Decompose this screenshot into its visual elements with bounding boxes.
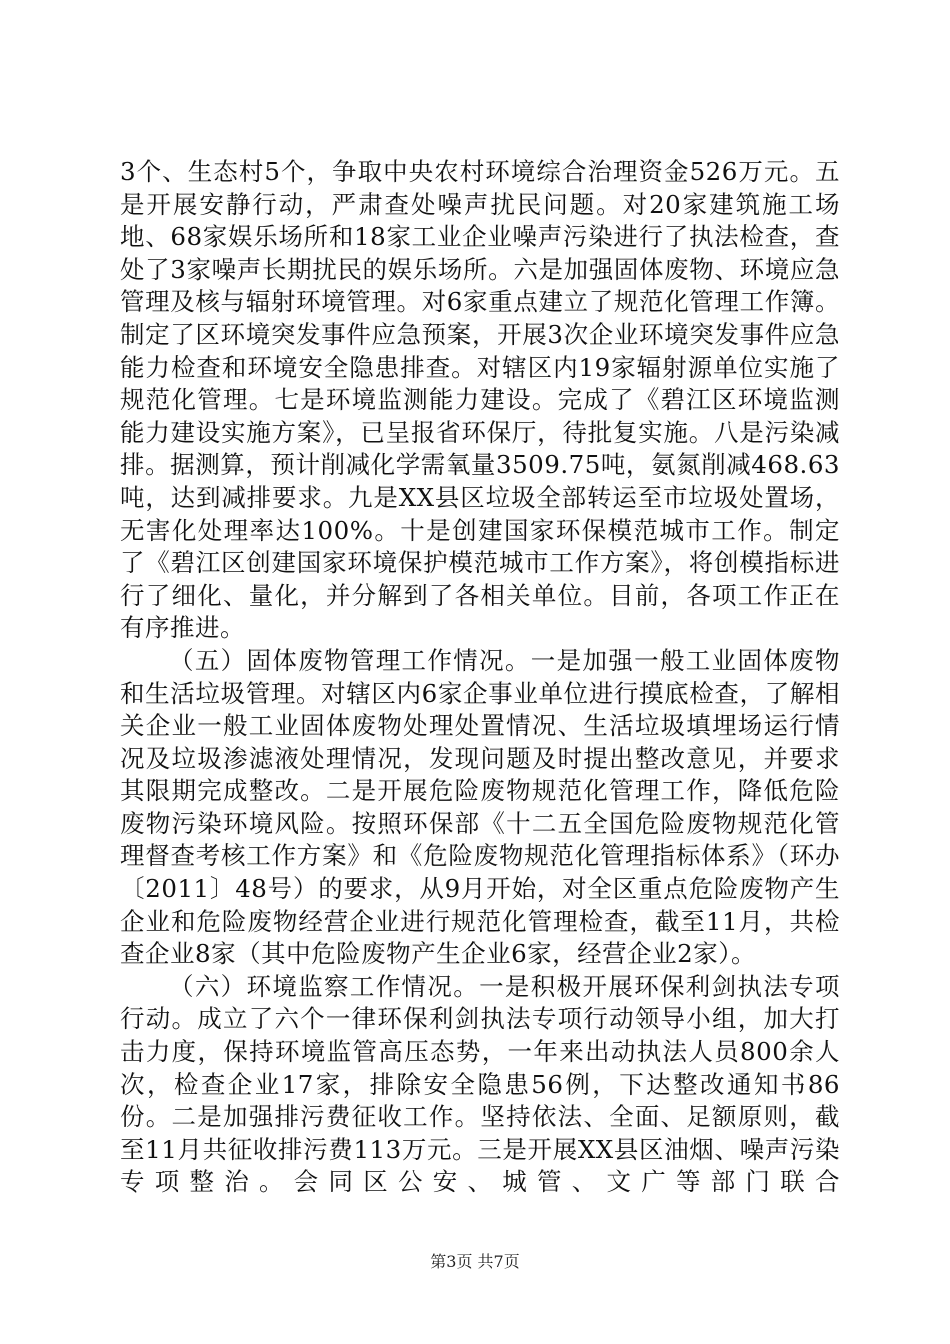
- paragraph-continued: 3个、生态村5个，争取中央农村环境综合治理资金526万元。五是开展安静行动，严肃查处噪声扰民问题。对20家建筑施工场地、68家娱乐场所和18家工业企业噪声污染进行了执法检查，查处了3家噪声长期扰民的娱乐场所。六是加强固体废物、环境应急管理及核与辐射环境管理。对6家重点建立了规范化管理工作簿。制定了区环境突发事件应急预案，开展3次企业环境突发事件应急能力检查和环境安全隐患排查。对辖区内19家辐射源单位实施了规范化管理。七是环境监测能力建设。完成了《碧江区环境监测能力建设实施方案》，已呈报省环保厅，待批复实施。八是污染减排。据测算，预计削减化学需氧量3509.75吨，氨氮削减468.63吨，达到减排要求。九是XX县区垃圾全部转运至市垃圾处置场，无害化处理率达100%。十是创建国家环保模范城市工作。制定了《碧江区创建国家环境保护模范城市工作方案》，将创模指标进行了细化、量化，并分解到了各相关单位。目前，各项工作正在有序推进。: [120, 157, 840, 643]
- document-body: [120, 156, 840, 1199]
- page-number-footer: 第3页 共7页: [430, 1252, 520, 1271]
- paragraph-environment-inspection: （六）环境监察工作情况。一是积极开展环保利剑执法专项行动。成立了六个一律环保利剑执法专项行动领导小组，加大打击力度，保持环境监管高压态势，一年来出动执法人员800余人次，检查企业17家，排除安全隐患56例，下达整改通知书86份。二是加强排污费征收工作。坚持依法、全面、足额原则，截至11月共征收排污费113万元。三是开展XX县区油烟、噪声污染专项整治。会同区公安、城管、文广等部门联合: [120, 971, 840, 1197]
- paragraph-solid-waste: （五）固体废物管理工作情况。一是加强一般工业固体废物和生活垃圾管理。对辖区内6家企事业单位进行摸底检查，了解相关企业一般工业固体废物处理处置情况、生活垃圾填埋场运行情况及垃圾渗滤液处理情况，发现问题及时提出整改意见，并要求其限期完成整改。二是开展危险废物规范化管理工作，降低危险废物污染环境风险。按照环保部《十二五全国危险废物规范化管理督查考核工作方案》和《危险废物规范化管理指标体系》（环办〔2011〕48号）的要求，从9月开始，对全区重点危险废物产生企业和危险废物经营企业进行规范化管理检查，截至11月，共检查企业8家（其中危险废物产生企业6家，经营企业2家）。: [120, 645, 840, 969]
